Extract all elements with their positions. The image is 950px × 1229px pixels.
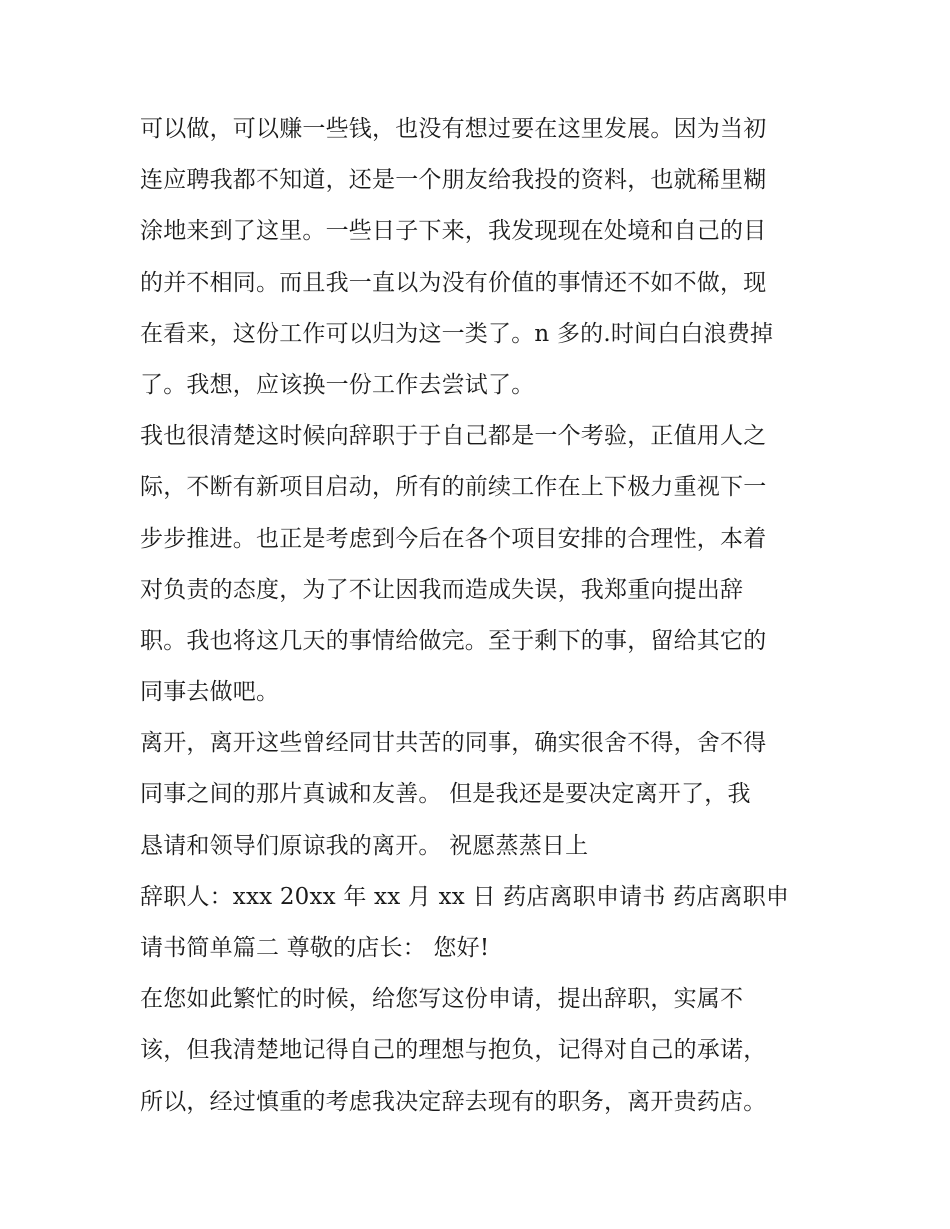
text-line: 职。我也将这几天的事情给做完。至于剩下的事，留给其它的: [140, 627, 767, 654]
text-line: 际，不断有新项目启动，所有的前续工作在上下极力重视下一: [140, 474, 767, 501]
text-line: 的并不相同。而且我一直以为没有价值的事情还不如不做，现: [140, 269, 767, 296]
text-line: 同事去做吧。: [140, 679, 280, 706]
text-line: 在看来，这份工作可以归为这一类了。n 多的.时间白白浪费掉: [140, 320, 774, 347]
text-line: 离开，离开这些曾经同甘共苦的同事，确实很舍不得，舍不得: [140, 730, 767, 757]
text-line: 连应聘我都不知道，还是一个朋友给我投的资料，也就稀里糊: [140, 167, 767, 194]
text-line: 涂地来到了这里。一些日子下来，我发现现在处境和自己的目: [140, 218, 767, 245]
paragraph-2: [140, 411, 830, 718]
text-line: 在您如此繁忙的时候，给您写这份申请，提出辞职，实属不: [140, 986, 744, 1013]
paragraph-5: [140, 974, 830, 1128]
text-line: 对负责的态度，为了不让因我而造成失误，我郑重向提出辞: [140, 576, 744, 603]
paragraph-4-signature: [140, 872, 830, 974]
paragraph-3: [140, 718, 830, 872]
text-line: 可以做，可以赚一些钱，也没有想过要在这里发展。因为当初: [140, 116, 767, 142]
text-line: 同事之间的那片真诚和友善。 但是我还是要决定离开了，我: [140, 781, 751, 808]
text-line: 我也很清楚这时候向辞职于于自己都是一个考验，正值用人之: [140, 423, 767, 450]
text-line: 该，但我清楚地记得自己的理想与抱负，记得对自己的承诺，: [140, 1037, 767, 1064]
text-line: 恳请和领导们原谅我的离开。 祝愿蒸蒸日上: [140, 832, 589, 859]
document-body: [140, 104, 830, 1128]
text-line: 了。我想，应该换一份工作去尝试了。: [140, 371, 535, 398]
text-line: 请书简单篇二 尊敬的店长： 您好!: [140, 935, 490, 961]
text-line: 辞职人：xxx 20xx 年 xx 月 xx 日 药店离职申请书 药店离职申: [140, 883, 790, 910]
paragraph-1: [140, 104, 830, 411]
text-line: 步步推进。也正是考虑到今后在各个项目安排的合理性，本着: [140, 525, 767, 552]
text-line: 所以，经过慎重的考虑我决定辞去现有的职务，离开贵药店。: [140, 1088, 767, 1115]
